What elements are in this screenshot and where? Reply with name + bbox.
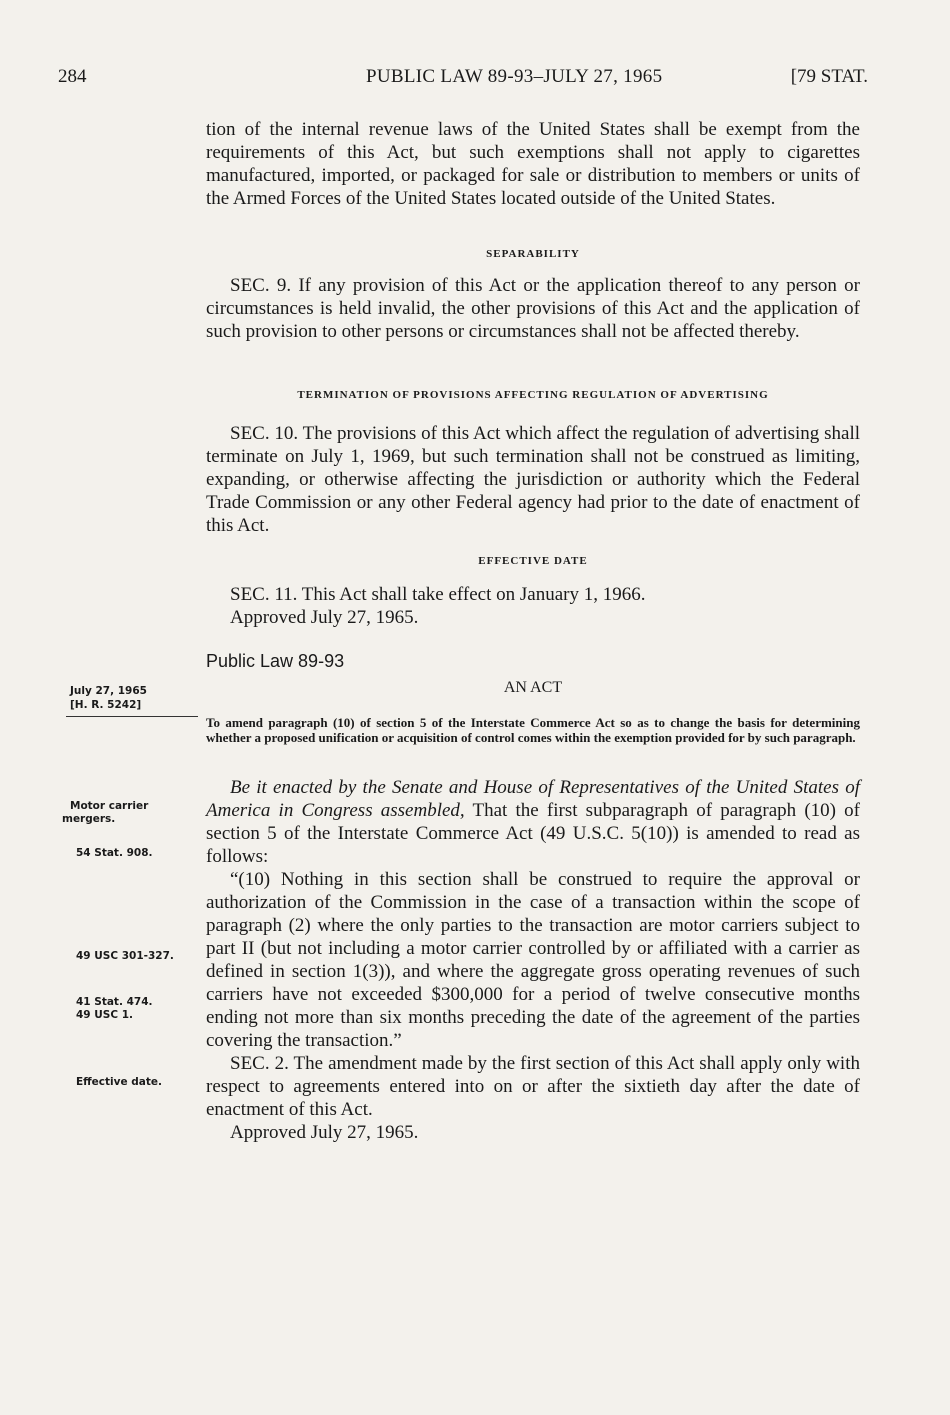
margin-motor-carrier-1: Motor carrier <box>70 800 149 812</box>
margin-usc-1: 49 USC 1. <box>76 1009 134 1021</box>
enacting-italic: Be it enacted by the Senate and House of Representatives of the United States of America in Congress assembled, <box>206 777 860 821</box>
volume-reference: [79 STAT. <box>790 66 868 87</box>
enacting-rest: That the first subparagraph of paragraph (10) of section 5 of the Interstate Commerce Act (49 U.S.C. 5(10)) is amended to read as follows: <box>206 800 860 867</box>
termination-heading: TERMINATION OF PROVISIONS AFFECTING REGULATION OF ADVERTISING <box>297 389 769 401</box>
running-head: PUBLIC LAW 89-93–JULY 27, 1965 <box>366 66 663 87</box>
margin-usc-301: 49 USC 301-327. <box>76 950 174 962</box>
continuation-paragraph: tion of the internal revenue laws of the United States shall be exempt from the requirements of this Act, but such exemptions shall not apply to cigarettes manufactured, imported, or packaged for sale or distribution to members or units of the Armed Forces of the United States located outside of the United States. <box>206 119 860 209</box>
sec10-block <box>206 422 860 537</box>
enacting-block <box>206 776 860 1144</box>
public-law-title: Public Law 89-93 <box>206 651 345 671</box>
margin-rule <box>66 716 198 717</box>
purpose-block <box>206 702 860 758</box>
separability-heading: SEPARABILITY <box>486 248 580 260</box>
new-approved: Approved July 27, 1965. <box>230 1122 419 1143</box>
enacting-clause <box>206 776 860 868</box>
page-header <box>58 66 868 96</box>
sec11-paragraph: SEC. 11. This Act shall take effect on January 1, 1966. <box>230 584 646 605</box>
sec9-paragraph: SEC. 9. If any provision of this Act or the application thereof to any person or circumstances is held invalid, the other provisions of this Act and the application of such provision to other persons or circumstances shall not be affected thereby. <box>206 275 860 342</box>
prior-act-text <box>206 118 860 210</box>
margin-bill: [H. R. 5242] <box>70 699 142 711</box>
margin-stat-474: 41 Stat. 474. <box>76 996 153 1008</box>
margin-date: July 27, 1965 <box>70 685 147 697</box>
prior-approved: Approved July 27, 1965. <box>230 607 419 628</box>
effective-section <box>206 555 860 567</box>
margin-motor-carrier: mergers. <box>62 813 116 825</box>
termination-section <box>206 389 860 401</box>
sec11-block <box>206 583 860 629</box>
effective-heading: EFFECTIVE DATE <box>478 555 588 567</box>
sec2-paragraph: SEC. 2. The amendment made by the first section of this Act shall apply only with respect to agreements entered into on or after the sixtieth day after the date of enactment of this Act. <box>206 1053 860 1120</box>
margin-effective: Effective date. <box>76 1076 162 1088</box>
act-purpose: To amend paragraph (10) of section 5 of the Interstate Commerce Act so as to change the basis for determining whether a proposed unification or acquisition of control comes within the exemption provided for by such paragraph. <box>206 715 860 745</box>
sec10-paragraph: SEC. 10. The provisions of this Act which affect the regulation of advertising shall terminate on July 1, 1969, but such termination shall not be construed as limiting, expanding, or otherwise affecting the jurisdiction or authority which the Federal Trade Commission or any other Federal agency had prior to the date of enactment of this Act. <box>206 423 860 536</box>
an-act-block <box>206 676 860 699</box>
margin-stat-908: 54 Stat. 908. <box>76 847 153 859</box>
quoted-paragraph: “(10) Nothing in this section shall be construed to require the approval or authorization of the Commission in the case of a transaction within the scope of paragraph (2) where the only parties to the transaction are motor carriers subject to part II (but not including a motor carrier controlled by or affiliated with a carrier as defined in section 1(3)), and where the aggregate gross operating revenues of such carriers have not exceeded $300,000 for a period of twelve consecutive months ending not more than six months preceding the date of the agreement of the parties covering the transaction.” <box>206 869 860 1051</box>
an-act-heading: AN ACT <box>503 679 563 696</box>
page-number: 284 <box>58 66 87 87</box>
sec9-block <box>206 274 860 343</box>
public-law-title-block <box>206 650 860 673</box>
separability-section <box>206 248 860 260</box>
